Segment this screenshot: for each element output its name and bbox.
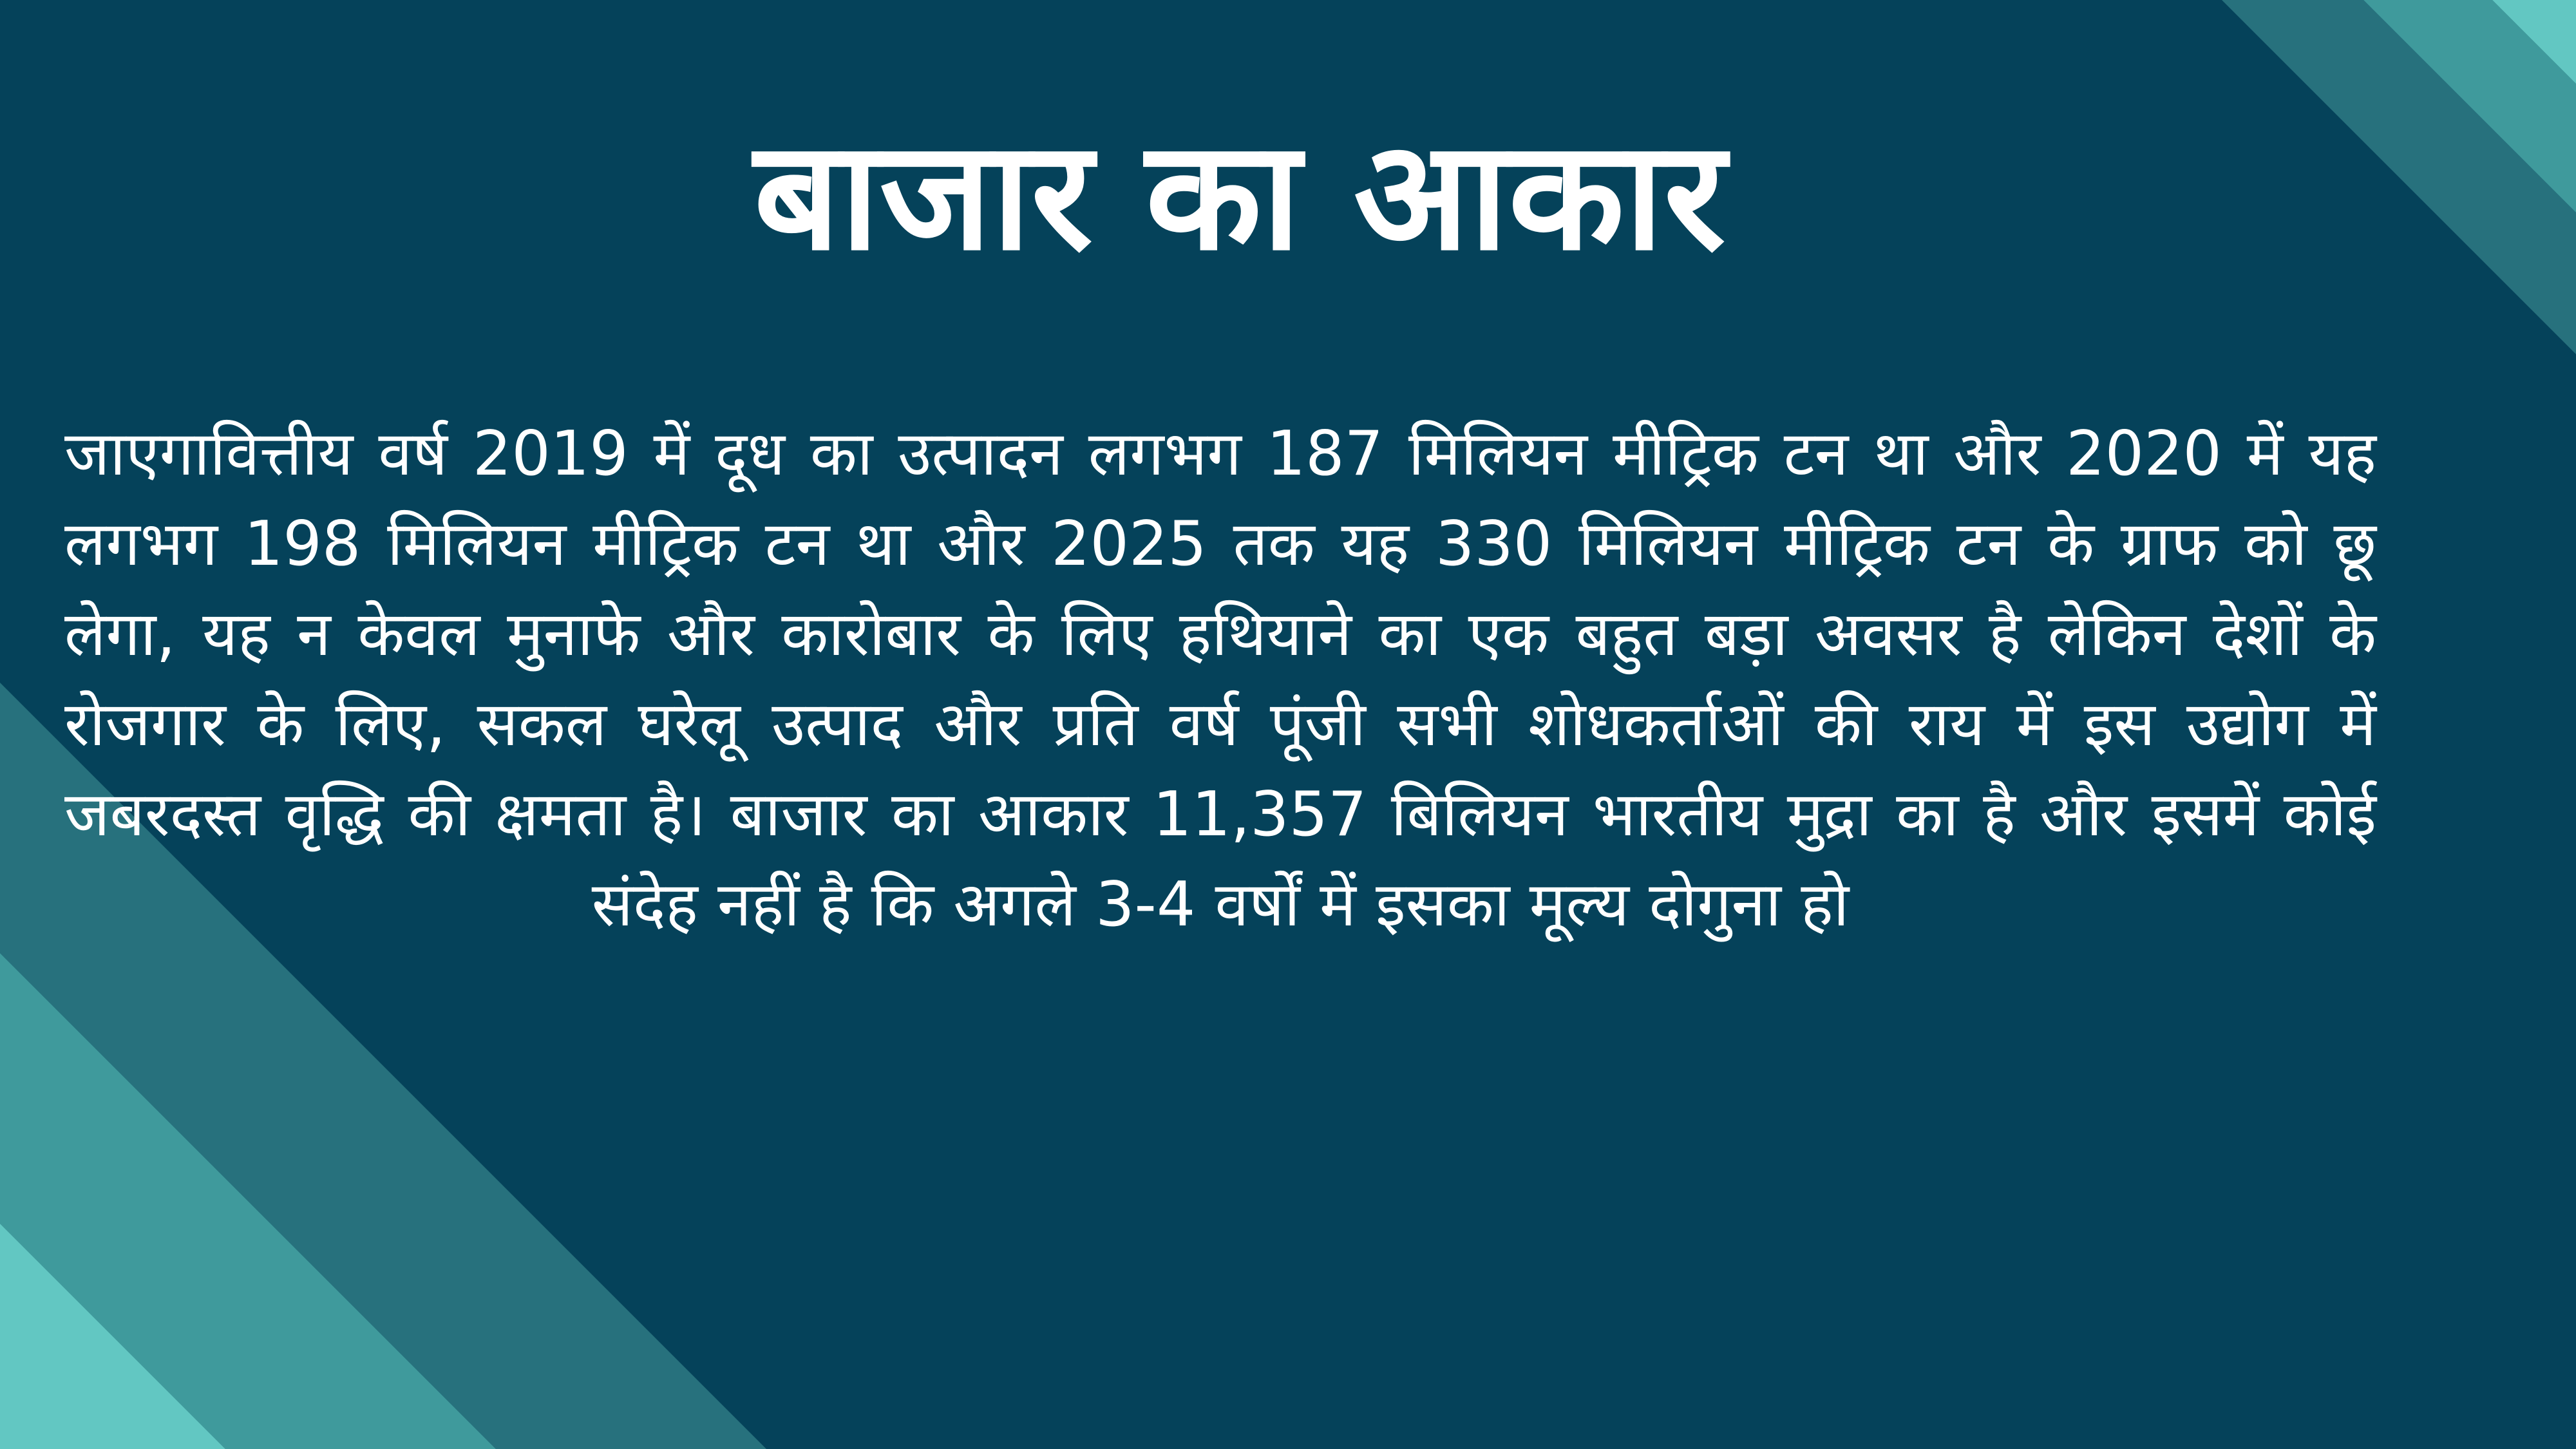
- slide-title: बाजार का आकार: [753, 108, 1726, 284]
- slide-body-text: जाएगावित्तीय वर्ष 2019 में दूध का उत्पादन लगभग 187 मिलियन मीट्रिक टन था और 2020 में यह लगभग 198 मिलियन मीट्रिक टन था और 2025 तक यह 330 मिलियन मीट्रिक टन के ग्राफ को छू लेगा, यह न केवल मुनाफे और कारोबार के लिए हथियाने का एक बहुत बड़ा अवसर है लेकिन देशों के रोजगार के लिए, सकल घरेलू उत्पाद और प्रति वर्ष पूंजी सभी शोधकर्ताओं की राय में इस उद्योग में जबरदस्त वृद्धि की क्षमता है। बाजार का आकार 11,357 बिलियन भारतीय मुद्रा का है और इसमें कोई संदेह नहीं है कि अगले 3-4 वर्षों में इसका मूल्य दोगुना हो: [64, 419, 2376, 940]
